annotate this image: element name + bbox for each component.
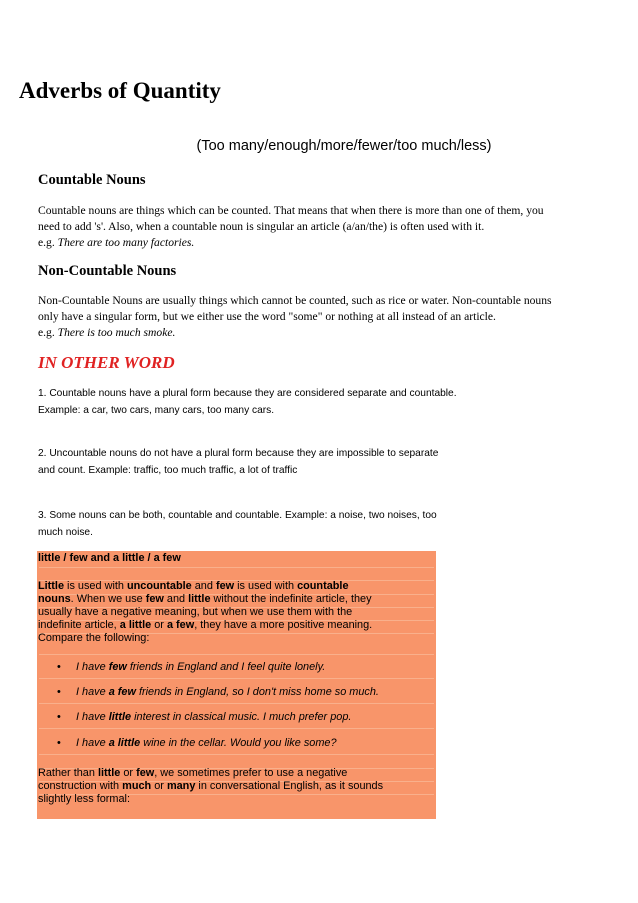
term: many [166,780,196,792]
term: uncountable [126,580,192,592]
row-divider [39,654,434,655]
text: is used with [64,580,127,592]
term: a few [166,619,195,631]
bullet-icon: • [57,661,61,673]
row-divider [39,703,434,704]
text: or [151,780,167,792]
bullet-text: I have few friends in England and I feel quite lonely. [76,661,326,673]
text: or [151,619,167,631]
bullet-text: I have a little wine in the cellar. Would you like some? [76,737,337,749]
text: construction with [38,780,123,792]
box-p2-line-2 [38,780,433,793]
row-divider [39,678,434,679]
term: Little [38,580,65,592]
noncountable-heading: Non-Countable Nouns [38,263,177,279]
note-2-line-1: 2. Uncountable nouns do not have a plural form because they are impossible to separate [38,448,439,459]
note-1-line-1: 1. Countable nouns have a plural form because they are considered separate and countable. [38,388,457,399]
box-p1-line-5: Compare the following: [38,632,150,644]
text: and [191,580,216,592]
text: . When we use [70,593,146,605]
term: nouns [38,593,71,605]
term: much [122,780,152,792]
text: , we sometimes prefer to use a negative [154,767,348,779]
row-divider [39,728,434,729]
term: countable [297,580,349,592]
term: few [145,593,164,605]
box-p2-line-3: slightly less formal: [38,793,130,805]
note-1 [38,385,498,419]
box-p1-line-2 [38,593,433,606]
box-heading-text: little / few and a little / a few [38,552,181,564]
text: and [163,593,189,605]
box-p2-line-1 [38,767,433,780]
example-prefix: e.g. [38,236,58,249]
example-text: There is too much smoke. [57,326,176,339]
text: indefinite article, [38,619,120,631]
text: or [120,767,137,779]
text: without the indefinite article, they [210,593,372,605]
box-p1-line-4 [38,619,433,632]
bullet-text: I have a few friends in England, so I don't miss home so much. [76,686,379,698]
countable-heading: Countable Nouns [38,172,146,188]
term: few [136,767,155,779]
other-word-heading: IN OTHER WORD [38,353,175,372]
note-3-line-1: 3. Some nouns can be both, countable and countable. Example: a noise, two noises, too [38,510,437,521]
note-3 [38,507,498,541]
box-p1-line-3: usually have a negative meaning, but when we use them with the [38,606,353,618]
example-prefix: e.g. [38,326,58,339]
countable-paragraph [38,203,608,251]
page-title: Adverbs of Quantity [19,78,221,103]
box-p1-line-1 [38,580,433,593]
bullet-icon: • [57,686,61,698]
note-1-line-2: Example: a car, two cars, many cars, too many cars. [38,405,275,416]
page-subtitle: (Too many/enough/more/fewer/too much/less) [196,138,492,154]
text: , they have a more positive meaning. [194,619,373,631]
note-2-line-2: and count. Example: traffic, too much traffic, a lot of traffic [38,465,298,476]
countable-example [38,235,608,251]
note-3-line-2: much noise. [38,527,93,538]
noncountable-paragraph [38,293,608,341]
note-2 [38,445,498,479]
countable-line-2: need to add 's'. Also, when a countable noun is singular an article (a/an/the) is often used with it. [38,220,485,233]
little-few-box [37,551,436,819]
term: little [97,767,121,779]
box-heading [38,552,433,565]
text: in conversational English, as it sounds [195,780,384,792]
example-text: There are too many factories. [57,236,195,249]
bullet-icon: • [57,737,61,749]
box-paragraph-1 [38,580,433,645]
noncountable-example [38,325,608,341]
box-paragraph-2 [38,767,433,806]
row-divider [39,567,434,568]
noncountable-line-1: Non-Countable Nouns are usually things which cannot be counted, such as rice or water. Non-countable nouns [38,294,552,307]
countable-line-1: Countable nouns are things which can be counted. That means that when there is more than one of them, you [38,204,544,217]
text: is used with [234,580,298,592]
text: Rather than [38,767,98,779]
bullet-icon: • [57,711,61,723]
term: a little [119,619,152,631]
bullet-text: I have little interest in classical music. I much prefer pop. [76,711,352,723]
noncountable-line-2: only have a singular form, but we either use the word "some" or nothing at all instead of an article. [38,310,496,323]
term: few [215,580,235,592]
term: little [188,593,211,605]
row-divider [39,754,434,755]
